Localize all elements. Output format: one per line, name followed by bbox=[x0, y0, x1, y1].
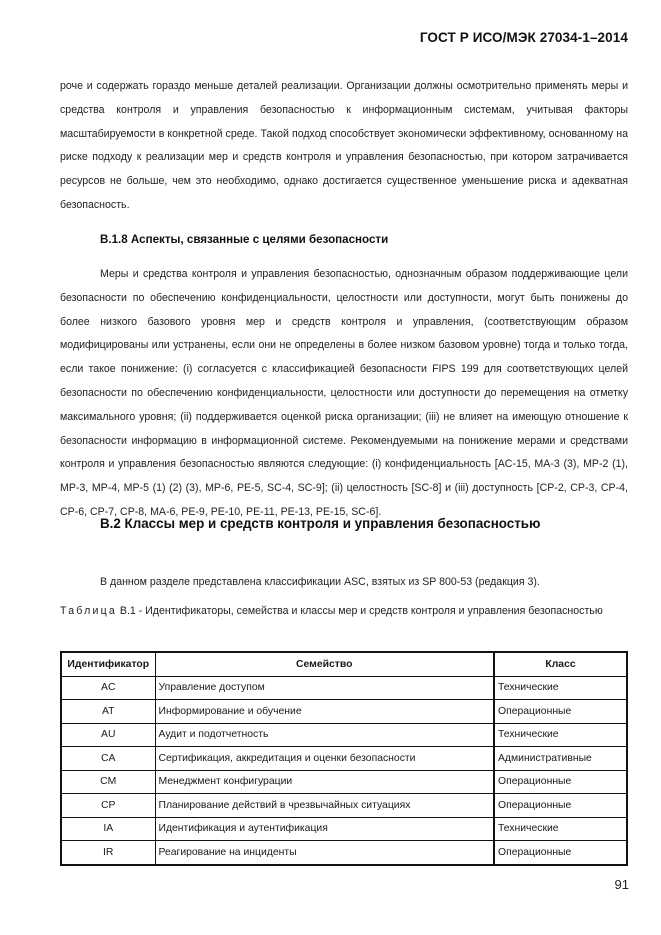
section-heading-b2: B.2 Классы мер и средств контроля и управления безопасностью bbox=[100, 516, 541, 531]
column-header-family: Семейство bbox=[155, 652, 494, 676]
cell-identifier: IR bbox=[61, 841, 155, 865]
cell-class: Технические bbox=[494, 676, 627, 700]
table-row bbox=[61, 841, 627, 865]
column-header-class: Класс bbox=[494, 652, 627, 676]
cell-identifier: IA bbox=[61, 817, 155, 841]
cell-identifier: AU bbox=[61, 723, 155, 747]
table-row bbox=[61, 700, 627, 724]
cell-family: Планирование действий в чрезвычайных ситуациях bbox=[155, 794, 494, 818]
table-caption-label: Таблица bbox=[60, 605, 117, 617]
cell-class: Операционные bbox=[494, 841, 627, 865]
cell-class: Технические bbox=[494, 723, 627, 747]
controls-table bbox=[60, 651, 628, 866]
document-header: ГОСТ Р ИСО/МЭК 27034-1–2014 bbox=[419, 30, 628, 45]
cell-family: Управление доступом bbox=[155, 676, 494, 700]
table-caption bbox=[60, 602, 628, 622]
cell-family: Сертификация, аккредитация и оценки безопасности bbox=[155, 747, 494, 771]
column-header-identifier: Идентификатор bbox=[61, 652, 155, 676]
cell-class: Операционные bbox=[494, 794, 627, 818]
cell-family: Менеджмент конфигурации bbox=[155, 770, 494, 794]
paragraph-security-objectives: Меры и средства контроля и управления безопасностью, однозначным образом поддерживающие цели безопасности по обеспечению конфиденциальности, целостности или доступности, могут быть понижены до более низкого базового уровня мер и средств контроля и управления, (соответствующим образом модифицированы или устранены, если они не определены в более низком базовом уровне) тогда и только тогда, если такое понижение: (i) согласуется с классификацией безопасности FIPS 199 для соответствующих целей безопасности по обеспечению конфиденциальности, целостности или доступности до перемещения на отметку максимального уровня; (ii) поддерживается оценкой риска организации; (iii) не влияет на имеющую отношение к безопасности информацию в информационной системе. Рекомендуемыми на понижение мерами и средствами контроля и управления безопасностью являются следующие: (i) конфиденциальность [AC-15, MA-3 (3), MP-2 (1), MP-3, MP-4, MP-5 (1) (2) (3), MP-6, PE-5, SC-4, SC-9]; (ii) целостность [SC-8] и (iii) доступность [CP-2, CP-3, CP-4, CP-6, CP-7, CP-8, MA-6, PE-9, PE-10, PE-11, PE-13, PE-15, SC-6]. bbox=[60, 268, 628, 518]
page-number: 91 bbox=[614, 877, 629, 892]
table-row bbox=[61, 747, 627, 771]
cell-class: Технические bbox=[494, 817, 627, 841]
cell-family: Реагирование на инциденты bbox=[155, 841, 494, 865]
cell-family: Информирование и обучение bbox=[155, 700, 494, 724]
cell-class: Операционные bbox=[494, 770, 627, 794]
cell-family: Аудит и подотчетность bbox=[155, 723, 494, 747]
cell-family: Идентификация и аутентификация bbox=[155, 817, 494, 841]
cell-identifier: CP bbox=[61, 794, 155, 818]
paragraph-continuation: роче и содержать гораздо меньше деталей реализации. Организации должны осмотрительно применять меры и средства контроля и управления безопасностью к информационным системам, учитывая факторы масштабируемости в конкретной среде. Такой подход способствует экономически эффективному, основанному на риске подходу к реализации мер и средств контроля и управления безопасностью, при котором затрачивается ресурсов не больше, чем это необходимо, однако достигается существенное уменьшение риска и адекватная безопасность. bbox=[60, 80, 628, 211]
section-heading-b18: B.1.8 Аспекты, связанные с целями безопасности bbox=[100, 233, 389, 246]
table-row bbox=[61, 676, 627, 700]
cell-identifier: AT bbox=[61, 700, 155, 724]
table-header-row bbox=[61, 652, 627, 676]
table-caption-text: B.1 - Идентификаторы, семейства и классы мер и средств контроля и управления безопасностью bbox=[116, 605, 603, 617]
cell-identifier: CM bbox=[61, 770, 155, 794]
cell-class: Операционные bbox=[494, 700, 627, 724]
table-row bbox=[61, 794, 627, 818]
cell-identifier: AC bbox=[61, 676, 155, 700]
table-row bbox=[61, 770, 627, 794]
cell-identifier: CA bbox=[61, 747, 155, 771]
table-row bbox=[61, 723, 627, 747]
table-row bbox=[61, 817, 627, 841]
paragraph-asc-intro: В данном разделе представлена классификации ASC, взятых из SP 800-53 (редакция 3). bbox=[100, 576, 540, 588]
cell-class: Административные bbox=[494, 747, 627, 771]
